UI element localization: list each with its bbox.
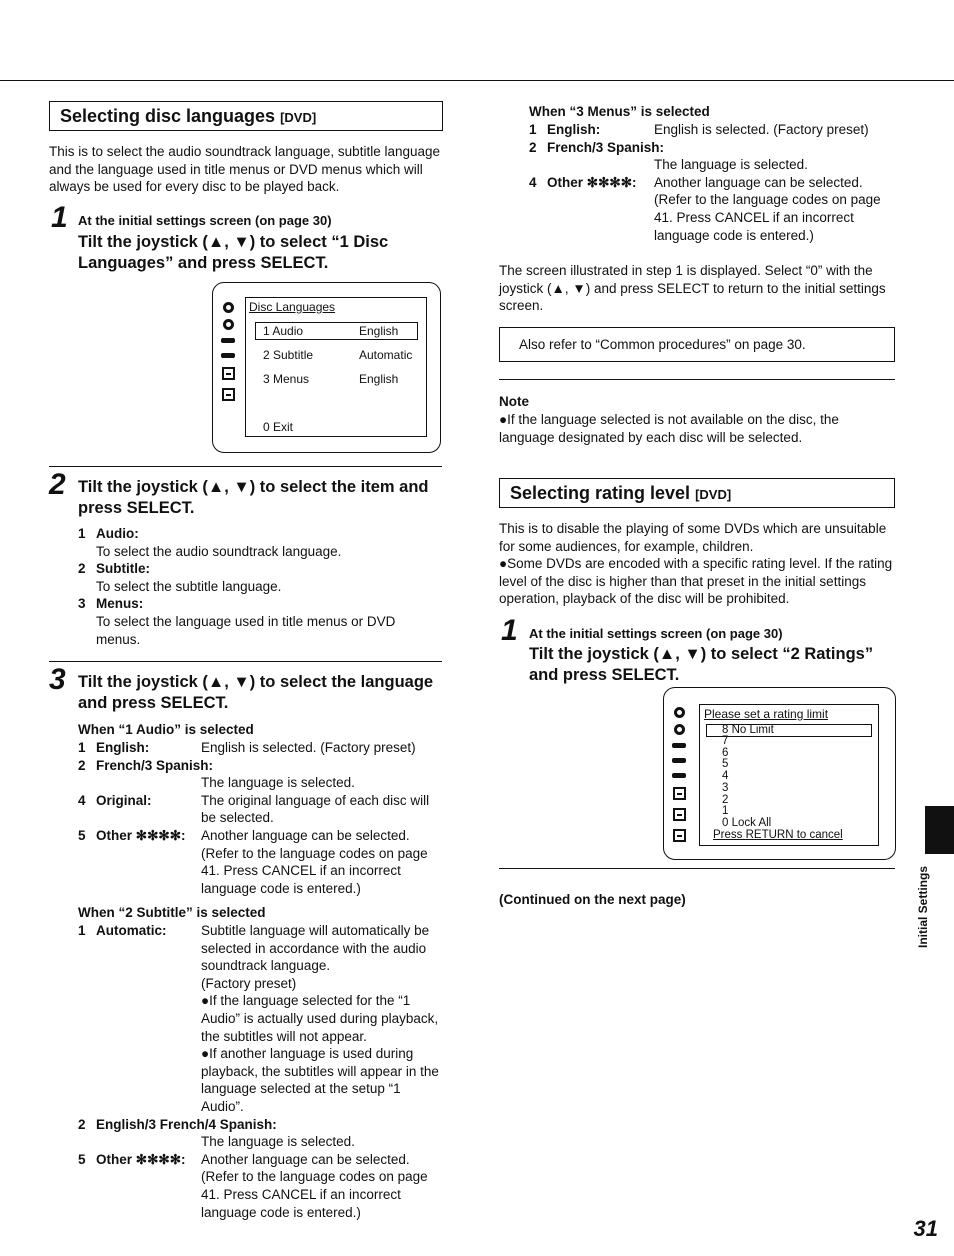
- step-3-number: 3: [49, 663, 66, 696]
- also-refer-text: Also refer to “Common procedures” on page 30.: [519, 337, 806, 352]
- list-item: 1 English: English is selected. (Factory preset): [78, 740, 416, 755]
- step-2-title: Tilt the joystick (▲, ▼) to select the item and press SELECT.: [78, 478, 429, 517]
- list-item-desc: To select the audio soundtrack language.: [96, 543, 342, 559]
- list-item: 2 Subtitle:: [78, 561, 150, 577]
- dvd-tag: [DVD]: [695, 487, 732, 502]
- note-heading: Note: [499, 394, 529, 409]
- list-item: 1 Audio:: [78, 526, 139, 541]
- section-title-text: Selecting disc languages: [60, 106, 276, 126]
- display-icon: [673, 787, 686, 800]
- disc-icon: [223, 302, 234, 313]
- rating-levels: [722, 736, 771, 830]
- step-1-title: Tilt the joystick (▲, ▼) to select “1 Disc Languages” and press SELECT.: [78, 233, 389, 272]
- rating-level: 7: [722, 735, 729, 747]
- rating-selected: 8 No Limit: [722, 724, 774, 736]
- step-1-number: 1: [51, 201, 68, 234]
- screen-row-value: English: [359, 324, 399, 338]
- screen-menu-panel: [245, 297, 427, 437]
- page-number: 31: [913, 1216, 938, 1241]
- rating-limit-screen: [663, 687, 896, 860]
- step-1-subtitle: At the initial settings screen (on page 30): [78, 213, 332, 228]
- rating-level: 6: [722, 746, 729, 759]
- setting-bar-icon: [221, 338, 235, 343]
- screen-icon-column: [672, 704, 686, 846]
- step-2-items: [78, 525, 442, 648]
- section-tab-marker: [925, 806, 954, 854]
- divider: [49, 466, 442, 467]
- bullet-note: ●If another language is used during playback, the subtitles will appear in the language selected at the setup “1 Audio”.: [201, 1046, 439, 1114]
- screen-footer: Press RETURN to cancel: [713, 829, 843, 841]
- list-item: 2 English/3 French/4 Spanish:: [78, 1116, 277, 1132]
- continued-note: (Continued on the next page): [499, 892, 686, 907]
- subtitle-selected-heading: When “2 Subtitle” is selected: [78, 905, 266, 920]
- list-item: 1 Automatic: Subtitle language will automatically be selected in accordance with the audio soundtrack language. (Factory preset) ●If the language selected for the “1 Audio” is actually used during playback, the subtitles will not appear. ●If another language is used during playback, the subtitles will appear in the language selected at the setup “1 Audio”.: [78, 923, 439, 1114]
- rating-level: 4: [722, 770, 729, 783]
- setting-bar-icon: [672, 758, 686, 763]
- display-icon: [673, 808, 686, 821]
- top-rule: [0, 80, 954, 81]
- disc-icon: [674, 724, 685, 735]
- rating-level: 3: [722, 781, 729, 794]
- rating-bullet: ●Some DVDs are encoded with a specific rating level. If the rating level of the disc is higher than that preset in the initial settings operation, playback of the disc will be prohibited.: [499, 556, 893, 607]
- section-title-rating-level: [499, 478, 895, 508]
- setting-bar-icon: [672, 773, 686, 778]
- rating-lock-all: 0 Lock All: [722, 816, 772, 829]
- disc-languages-screen: [212, 282, 441, 453]
- setting-bar-icon: [221, 353, 235, 358]
- display-icon: [222, 388, 235, 401]
- screen-heading: Disc Languages: [249, 300, 336, 314]
- screen-heading: Please set a rating limit: [704, 707, 829, 721]
- screen-row-label: 2 Subtitle: [263, 348, 314, 362]
- rating-step-1-title: Tilt the joystick (▲, ▼) to select “2 Ratings” and press SELECT.: [529, 645, 874, 684]
- list-item: 3 Menus:: [78, 596, 144, 612]
- rating-level: 5: [722, 758, 729, 771]
- bullet-note: ●If the language selected for the “1 Audio” is actually used during playback, the subtitles will not appear.: [201, 993, 439, 1044]
- display-icon: [673, 829, 686, 842]
- screen-icon-column: [221, 299, 235, 405]
- section-title-text: Selecting rating level: [510, 483, 691, 503]
- rating-level: 1: [722, 805, 729, 818]
- list-item-desc: To select the language used in title menus or DVD menus.: [96, 613, 396, 647]
- rating-step-1-subtitle: At the initial settings screen (on page 30): [529, 626, 783, 641]
- disc-icon: [674, 707, 685, 718]
- display-icon: [222, 367, 235, 380]
- list-item: 5 Other ✻✻✻✻: Another language can be selected. (Refer to the language codes on page 41. Press CANCEL if an incorrect language code is entered.): [78, 827, 428, 896]
- screen-row-value: Automatic: [359, 348, 413, 362]
- list-item-desc: Subtitle language will automatically be selected in accordance with the audio soundtrack language.: [201, 923, 430, 974]
- list-item-desc: The language is selected.: [201, 1134, 355, 1150]
- divider: [49, 661, 442, 662]
- step-3-title: Tilt the joystick (▲, ▼) to select the language and press SELECT.: [78, 673, 434, 712]
- setting-bar-icon: [672, 743, 686, 748]
- rating-intro: This is to disable the playing of some DVDs which are unsuitable for some audiences, for example, children.: [499, 521, 887, 554]
- divider: [499, 379, 895, 380]
- screen-row-value: English: [359, 372, 399, 386]
- return-paragraph: The screen illustrated in step 1 is displayed. Select “0” with the joystick (▲, ▼) and press SELECT to return to the initial settings screen.: [499, 263, 886, 314]
- screen-exit: 0 Exit: [263, 420, 294, 434]
- list-item-desc: The language is selected.: [201, 775, 355, 791]
- disc-icon: [223, 319, 234, 330]
- rating-level: 2: [722, 793, 729, 806]
- list-item-desc: To select the subtitle language.: [96, 578, 282, 594]
- side-tab-label: Initial Settings: [916, 866, 930, 949]
- dvd-tag: [DVD]: [280, 110, 317, 125]
- step-2-number: 2: [49, 468, 66, 501]
- screen-row-label: 1 Audio: [263, 324, 304, 338]
- factory-preset: (Factory preset): [201, 975, 297, 991]
- list-item-desc: The language is selected.: [654, 157, 808, 173]
- intro-paragraph: This is to select the audio soundtrack language, subtitle language and the language used in title menus or DVD menus which will always be used for every disc to be played back.: [49, 144, 441, 195]
- audio-options: [78, 739, 442, 897]
- list-item: 5 Other ✻✻✻✻: Another language can be selected. (Refer to the language codes on page 41. Press CANCEL if an incorrect language code is entered.): [78, 1151, 428, 1220]
- list-item: 2 French/3 Spanish:: [78, 757, 214, 773]
- menus-selected-heading: When “3 Menus” is selected: [529, 104, 710, 119]
- also-refer-box: [499, 327, 895, 362]
- list-item: 1 English: English is selected. (Factory preset): [529, 122, 869, 137]
- note-text: ●If the language selected is not available on the disc, the language designated by each disc will be selected.: [499, 412, 839, 445]
- section-title-disc-languages: [49, 101, 443, 131]
- divider: [499, 868, 895, 869]
- rating-step-1-number: 1: [501, 614, 518, 647]
- screen-row-label: 3 Menus: [263, 372, 310, 386]
- subtitle-options: [78, 922, 442, 1221]
- list-item: 2 French/3 Spanish:: [529, 139, 665, 155]
- menus-options: [529, 121, 897, 244]
- list-item: 4 Original: The original language of each disc will be selected.: [78, 792, 430, 826]
- list-item: 4 Other ✻✻✻✻: Another language can be selected. (Refer to the language codes on page 41. Press CANCEL if an incorrect language code is entered.): [529, 174, 881, 243]
- audio-selected-heading: When “1 Audio” is selected: [78, 722, 254, 737]
